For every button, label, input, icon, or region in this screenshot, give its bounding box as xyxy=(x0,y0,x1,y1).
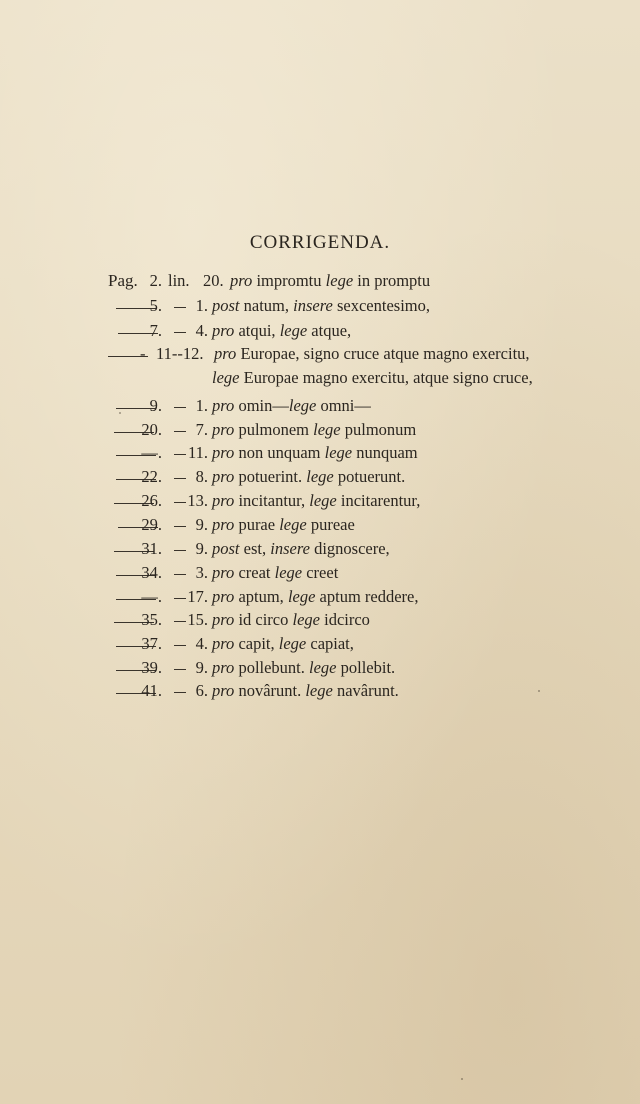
instruction-word: lege xyxy=(279,515,307,534)
instruction-word: lege xyxy=(325,271,354,290)
page-number: 39. xyxy=(141,658,162,677)
correction-text: pro impromtu lege in promptu xyxy=(230,271,431,290)
ditto-dash xyxy=(174,574,186,575)
instruction-word: lege xyxy=(309,658,337,677)
correction-text: pro pulmonem lege pulmonum xyxy=(212,420,417,439)
errata-entry xyxy=(0,466,640,488)
page-number: 20. xyxy=(141,420,162,439)
instruction-word: pro xyxy=(212,634,235,653)
page-number: —. xyxy=(141,587,162,606)
instruction-word: pro xyxy=(212,321,235,340)
correction-text: pro novârunt. lege navârunt. xyxy=(212,681,399,700)
instruction-word: pro xyxy=(212,515,235,534)
correction-text: pro Europae, signo cruce atque magno exercitu, xyxy=(214,344,530,363)
errata-entry xyxy=(0,419,640,441)
instruction-word: lege xyxy=(274,563,303,582)
errata-entry xyxy=(0,490,640,512)
correction-text: pro omin—lege omni— xyxy=(212,396,371,415)
instruction-word: lege xyxy=(292,610,320,629)
correction-text: pro incitantur, lege incitarentur, xyxy=(212,491,421,510)
line-number: 7. xyxy=(195,420,208,439)
line-number: 15. xyxy=(187,610,208,629)
instruction-word: lege xyxy=(306,467,334,486)
line-number: 11. xyxy=(187,443,208,462)
instruction-word: pro xyxy=(212,681,235,700)
page-number: 37. xyxy=(141,634,162,653)
correction-text: pro atqui, lege atque, xyxy=(212,321,352,340)
ditto-dash xyxy=(174,692,186,693)
errata-entry xyxy=(0,343,640,365)
line-number: 9. xyxy=(195,658,208,677)
line-number: 6. xyxy=(195,681,208,700)
instruction-word: lege xyxy=(212,368,240,387)
page-number: - xyxy=(140,344,146,363)
errata-entry xyxy=(0,295,640,317)
instruction-word: insere xyxy=(270,539,310,558)
page-number: 2. xyxy=(149,271,162,290)
correction-text: lege Europae magno exercitu, atque signo cruce, xyxy=(212,368,533,387)
instruction-word: lege xyxy=(288,396,317,415)
line-number: 9. xyxy=(195,515,208,534)
errata-entry xyxy=(0,680,640,702)
ditto-dash xyxy=(174,550,186,551)
line-number: 13. xyxy=(187,491,208,510)
instruction-word: pro xyxy=(212,443,235,462)
correction-text: pro id circo lege idcirco xyxy=(212,610,370,629)
ditto-dash xyxy=(174,431,186,432)
instruction-word: lege xyxy=(279,321,308,340)
instruction-word: post xyxy=(212,539,240,558)
instruction-word: pro xyxy=(214,344,237,363)
page-number: 7. xyxy=(149,321,162,340)
line-number: 4. xyxy=(195,634,208,653)
ditto-dash xyxy=(174,598,186,599)
page-label: Pag. xyxy=(108,271,138,290)
line-number: 3. xyxy=(195,563,208,582)
line-number: 11--12. xyxy=(156,344,204,363)
page-number: 26. xyxy=(141,491,162,510)
errata-entry xyxy=(0,320,640,342)
ditto-dash xyxy=(174,454,186,455)
line-number: 4. xyxy=(195,321,208,340)
page-number: —. xyxy=(141,443,162,462)
page-number: 31. xyxy=(141,539,162,558)
instruction-word: pro xyxy=(212,491,235,510)
instruction-word: post xyxy=(212,296,240,315)
line-number: 1. xyxy=(195,396,208,415)
errata-entry xyxy=(0,367,640,389)
page-number: 22. xyxy=(141,467,162,486)
line-number: 9. xyxy=(195,539,208,558)
instruction-word: pro xyxy=(212,587,235,606)
instruction-word: pro xyxy=(230,271,253,290)
instruction-word: lege xyxy=(305,681,333,700)
line-number: 1. xyxy=(195,296,208,315)
errata-entry xyxy=(0,270,640,292)
correction-text: post est, insere dignoscere, xyxy=(212,539,390,558)
correction-text: pro pollebunt. lege pollebit. xyxy=(212,658,396,677)
correction-text: pro purae lege pureae xyxy=(212,515,355,534)
instruction-word: lege xyxy=(287,587,316,606)
ink-speck xyxy=(461,1078,463,1080)
ditto-dash xyxy=(174,526,186,527)
ditto-dash xyxy=(174,307,186,308)
errata-entry xyxy=(0,609,640,631)
errata-entry xyxy=(0,442,640,464)
instruction-word: pro xyxy=(212,563,235,582)
ditto-dash xyxy=(174,502,186,503)
correction-text: pro capit, lege capiat, xyxy=(212,634,354,653)
instruction-word: pro xyxy=(212,420,235,439)
errata-entry xyxy=(0,395,640,417)
correction-text: pro aptum, lege aptum reddere, xyxy=(212,587,419,606)
instruction-word: lege xyxy=(324,443,353,462)
correction-text: post natum, insere sexcentesimo, xyxy=(212,296,430,315)
instruction-word: pro xyxy=(212,658,235,677)
line-number: 17. xyxy=(187,587,208,606)
errata-entry xyxy=(0,562,640,584)
line-number: 20. xyxy=(203,271,224,290)
errata-entry xyxy=(0,633,640,655)
ditto-dash xyxy=(174,645,186,646)
correction-text: pro potuerint. lege potuerunt. xyxy=(212,467,406,486)
ditto-dash xyxy=(174,407,186,408)
page-number: 35. xyxy=(141,610,162,629)
instruction-word: pro xyxy=(212,610,235,629)
correction-text: pro non unquam lege nunquam xyxy=(212,443,418,462)
instruction-word: lege xyxy=(309,491,337,510)
errata-entry xyxy=(0,514,640,536)
line-label: lin. xyxy=(168,271,190,290)
instruction-word: pro xyxy=(212,467,235,486)
ditto-dash xyxy=(174,669,186,670)
page-number: 41. xyxy=(141,681,162,700)
ink-speck xyxy=(119,412,121,414)
instruction-word: insere xyxy=(293,296,333,315)
ditto-dash xyxy=(174,332,186,333)
instruction-word: lege xyxy=(278,634,307,653)
correction-text: pro creat lege creet xyxy=(212,563,339,582)
corrigenda-heading: CORRIGENDA. xyxy=(249,232,391,253)
line-number: 8. xyxy=(195,467,208,486)
instruction-word: pro xyxy=(212,396,235,415)
errata-entry xyxy=(0,586,640,608)
ditto-dash xyxy=(174,621,186,622)
page-number: 34. xyxy=(141,563,162,582)
page-number: 29. xyxy=(141,515,162,534)
page-number: 5. xyxy=(149,296,162,315)
ditto-dash xyxy=(174,478,186,479)
instruction-word: lege xyxy=(313,420,341,439)
page-number: 9. xyxy=(149,396,162,415)
ink-speck xyxy=(538,690,540,692)
errata-entry xyxy=(0,538,640,560)
errata-entry xyxy=(0,657,640,679)
